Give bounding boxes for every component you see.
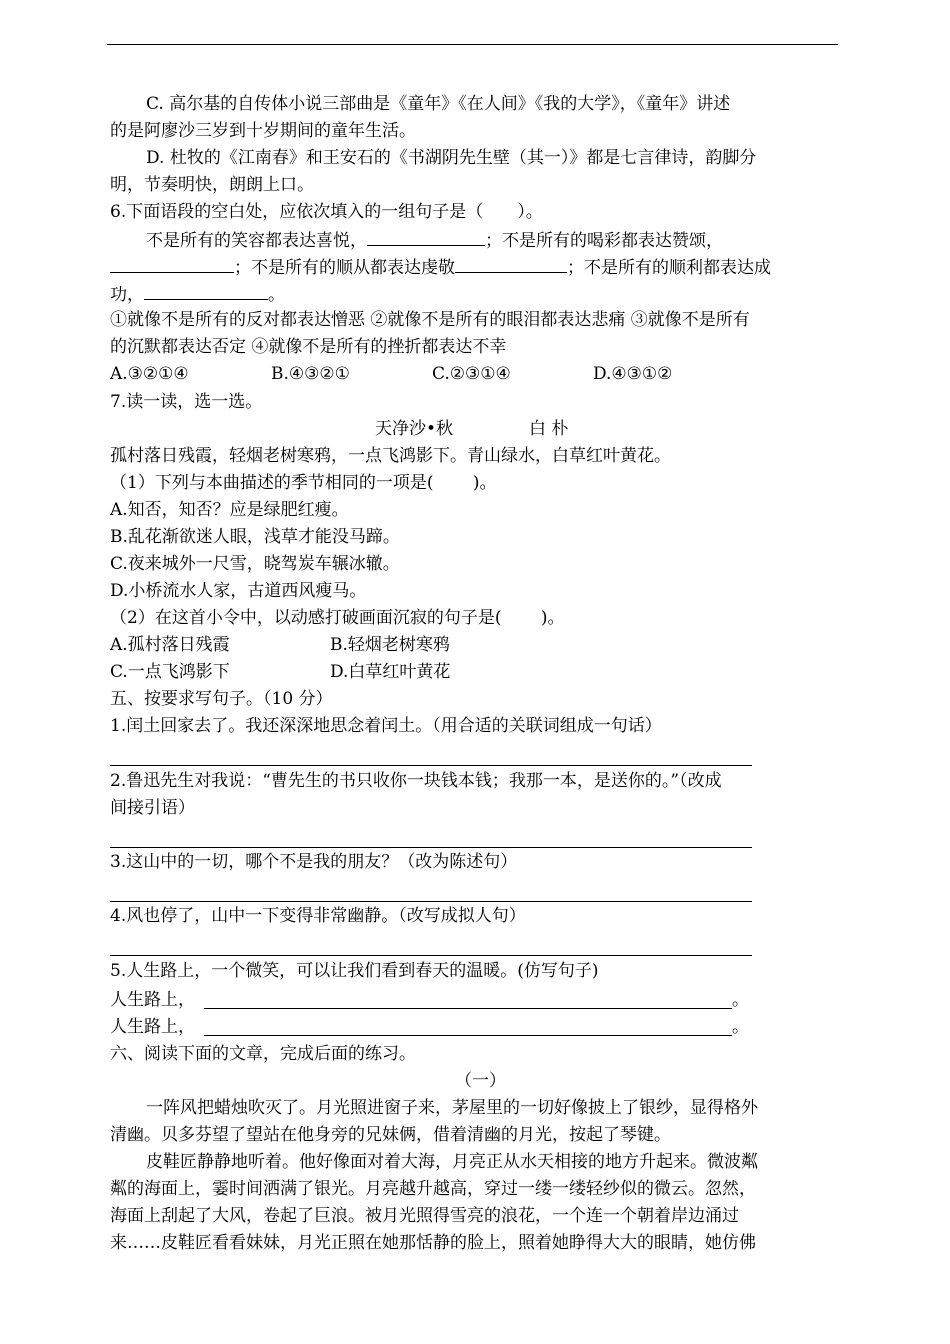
q7-sub1-option-d[interactable]: D.小桥流水人家，古道西风瘦马。 xyxy=(110,581,367,601)
poem-title: 天净沙•秋 xyxy=(375,419,454,439)
q6-text-f: ；不是所有的顺利都表达成 xyxy=(567,258,771,278)
section5-fill-line-1[interactable] xyxy=(204,1008,732,1009)
q6-blank-2[interactable] xyxy=(110,256,234,273)
q6-blank-1[interactable] xyxy=(367,229,485,246)
q6-text-g: 功， xyxy=(110,285,144,305)
q6-blank-3[interactable] xyxy=(455,256,567,273)
q7-sub2-option-c[interactable]: C.一点飞鸿影下 xyxy=(110,662,230,682)
passage-p2-line3: 海面上刮起了大风，卷起了巨浪。被月光照得雪亮的浪花，一个连一个朝着岸边涌过 xyxy=(110,1206,739,1226)
q7-sub2-option-b[interactable]: B.轻烟老树寒鸦 xyxy=(330,635,450,655)
section5-q1: 1.闰土回家去了。我还深深地思念着闰土。（用合适的关联词组成一句话） xyxy=(110,716,662,736)
passage-p2-line1: 皮鞋匠静静地听着。他好像面对着大海，月亮正从水天相接的地方升起来。微波粼 xyxy=(146,1152,758,1172)
section6-part-label: （一） xyxy=(455,1071,506,1091)
section5-q1-answer-line[interactable] xyxy=(110,765,752,766)
q5-option-c-line2: 的是阿廖沙三岁到十岁期间的童年生活。 xyxy=(110,121,416,141)
poem-text: 孤村落日残霞，轻烟老树寒鸦，一点飞鸿影下。青山绿水，白草红叶黄花。 xyxy=(110,446,671,466)
q5-option-d-line2: 明，节奏明快，朗朗上口。 xyxy=(110,175,314,195)
q7-sub1-option-b[interactable]: B.乱花渐欲迷人眼，浅草才能没马蹄。 xyxy=(110,527,400,547)
section5-fill-row-1 xyxy=(110,990,195,1010)
section5-fill-line-2[interactable] xyxy=(204,1035,732,1036)
fill-suffix-1: 。 xyxy=(732,990,749,1010)
q7-sub1-stem: （1）下列与本曲描述的季节相同的一项是( )。 xyxy=(110,473,497,493)
q7-sub2-stem: （2）在这首小令中，以动感打破画面沉寂的句子是( )。 xyxy=(110,608,565,628)
passage-p2-line2: 粼的海面上，霎时间洒满了银光。月亮越升越高，穿过一缕一缕轻纱似的微云。忽然， xyxy=(110,1179,756,1199)
poem-author: 白 朴 xyxy=(529,419,569,439)
q6-option-d[interactable]: D.④③①② xyxy=(593,364,673,384)
q6-text-e: 不是所有的顺从都表达虔敬 xyxy=(251,258,455,278)
passage-p2-line4: 来……皮鞋匠看看妹妹，月光正照在她那恬静的脸上，照着她睁得大大的眼睛，她仿佛 xyxy=(110,1233,756,1253)
q6-paragraph-line1 xyxy=(146,229,723,251)
section6-heading: 六、阅读下面的文章，完成后面的练习。 xyxy=(110,1044,416,1064)
section5-q4: 4.风也停了，山中一下变得非常幽静。（改写成拟人句） xyxy=(110,906,526,926)
section5-q5: 5.人生路上，一个微笑，可以让我们看到春天的温暖。(仿写句子) xyxy=(110,961,599,981)
q7-stem: 7.读一读，选一选。 xyxy=(110,392,263,412)
fill-prefix-2: 人生路上， xyxy=(110,1017,195,1037)
q6-option-b[interactable]: B.④③②① xyxy=(271,364,350,384)
q6-text-h: 。 xyxy=(268,285,285,305)
section5-fill-row-2 xyxy=(110,1017,195,1037)
q6-option-a[interactable]: A.③②①④ xyxy=(110,364,189,384)
q5-option-c-line1: C. 高尔基的自传体小说三部曲是《童年》《在人间》《我的大学》，《童年》讲述 xyxy=(146,94,731,114)
q6-text-b: ； xyxy=(485,231,502,251)
section5-q2-answer-line[interactable] xyxy=(110,847,752,848)
q6-text-d: ； xyxy=(234,258,251,278)
section5-q4-answer-line[interactable] xyxy=(110,955,752,956)
section5-q2-line2: 间接引语） xyxy=(110,798,195,818)
section5-q3: 3.这山中的一切，哪个不是我的朋友？（改为陈述句） xyxy=(110,852,518,872)
section5-q3-answer-line[interactable] xyxy=(110,901,752,902)
q6-paragraph-line3 xyxy=(110,283,285,305)
q6-choices-line1: ①就像不是所有的反对都表达憎恶 ②就像不是所有的眼泪都表达悲痛 ③就像不是所有 xyxy=(110,310,750,330)
section5-q2-line1: 2.鲁迅先生对我说：“曹先生的书只收你一块钱本钱；我那一本，是送你的。”（改成 xyxy=(110,771,722,791)
q5-option-d-line1: D. 杜牧的《江南春》和王安石的《书湖阴先生壁（其一）》都是七言律诗，韵脚分 xyxy=(146,148,757,168)
fill-suffix-2: 。 xyxy=(732,1017,749,1037)
q6-stem: 6.下面语段的空白处，应依次填入的一组句子是（ ）。 xyxy=(110,202,543,222)
q7-sub1-option-c[interactable]: C.夜来城外一尺雪，晓驾炭车辗冰辙。 xyxy=(110,554,400,574)
header-rule xyxy=(107,44,838,45)
q7-sub2-option-d[interactable]: D.白草红叶黄花 xyxy=(330,662,451,682)
section5-heading: 五、按要求写句子。（10 分） xyxy=(110,689,333,709)
q6-blank-4[interactable] xyxy=(144,283,268,300)
q6-text-a: 不是所有的笑容都表达喜悦， xyxy=(146,231,367,251)
q6-paragraph-line2 xyxy=(110,256,771,278)
q6-option-c[interactable]: C.②③①④ xyxy=(432,364,511,384)
q7-sub1-option-a[interactable]: A.知否，知否？应是绿肥红瘦。 xyxy=(110,500,349,520)
passage-p1-line1: 一阵风把蜡烛吹灭了。月光照进窗子来，茅屋里的一切好像披上了银纱，显得格外 xyxy=(146,1098,758,1118)
q6-text-c: 不是所有的喝彩都表达赞颂， xyxy=(502,231,723,251)
q6-choices-line2: 的沉默都表达否定 ④就像不是所有的挫折都表达不幸 xyxy=(110,337,507,357)
q7-sub2-option-a[interactable]: A.孤村落日残霞 xyxy=(110,635,230,655)
passage-p1-line2: 清幽。贝多芬望了望站在他身旁的兄妹俩，借着清幽的月光，按起了琴键。 xyxy=(110,1125,671,1145)
fill-prefix-1: 人生路上， xyxy=(110,990,195,1010)
